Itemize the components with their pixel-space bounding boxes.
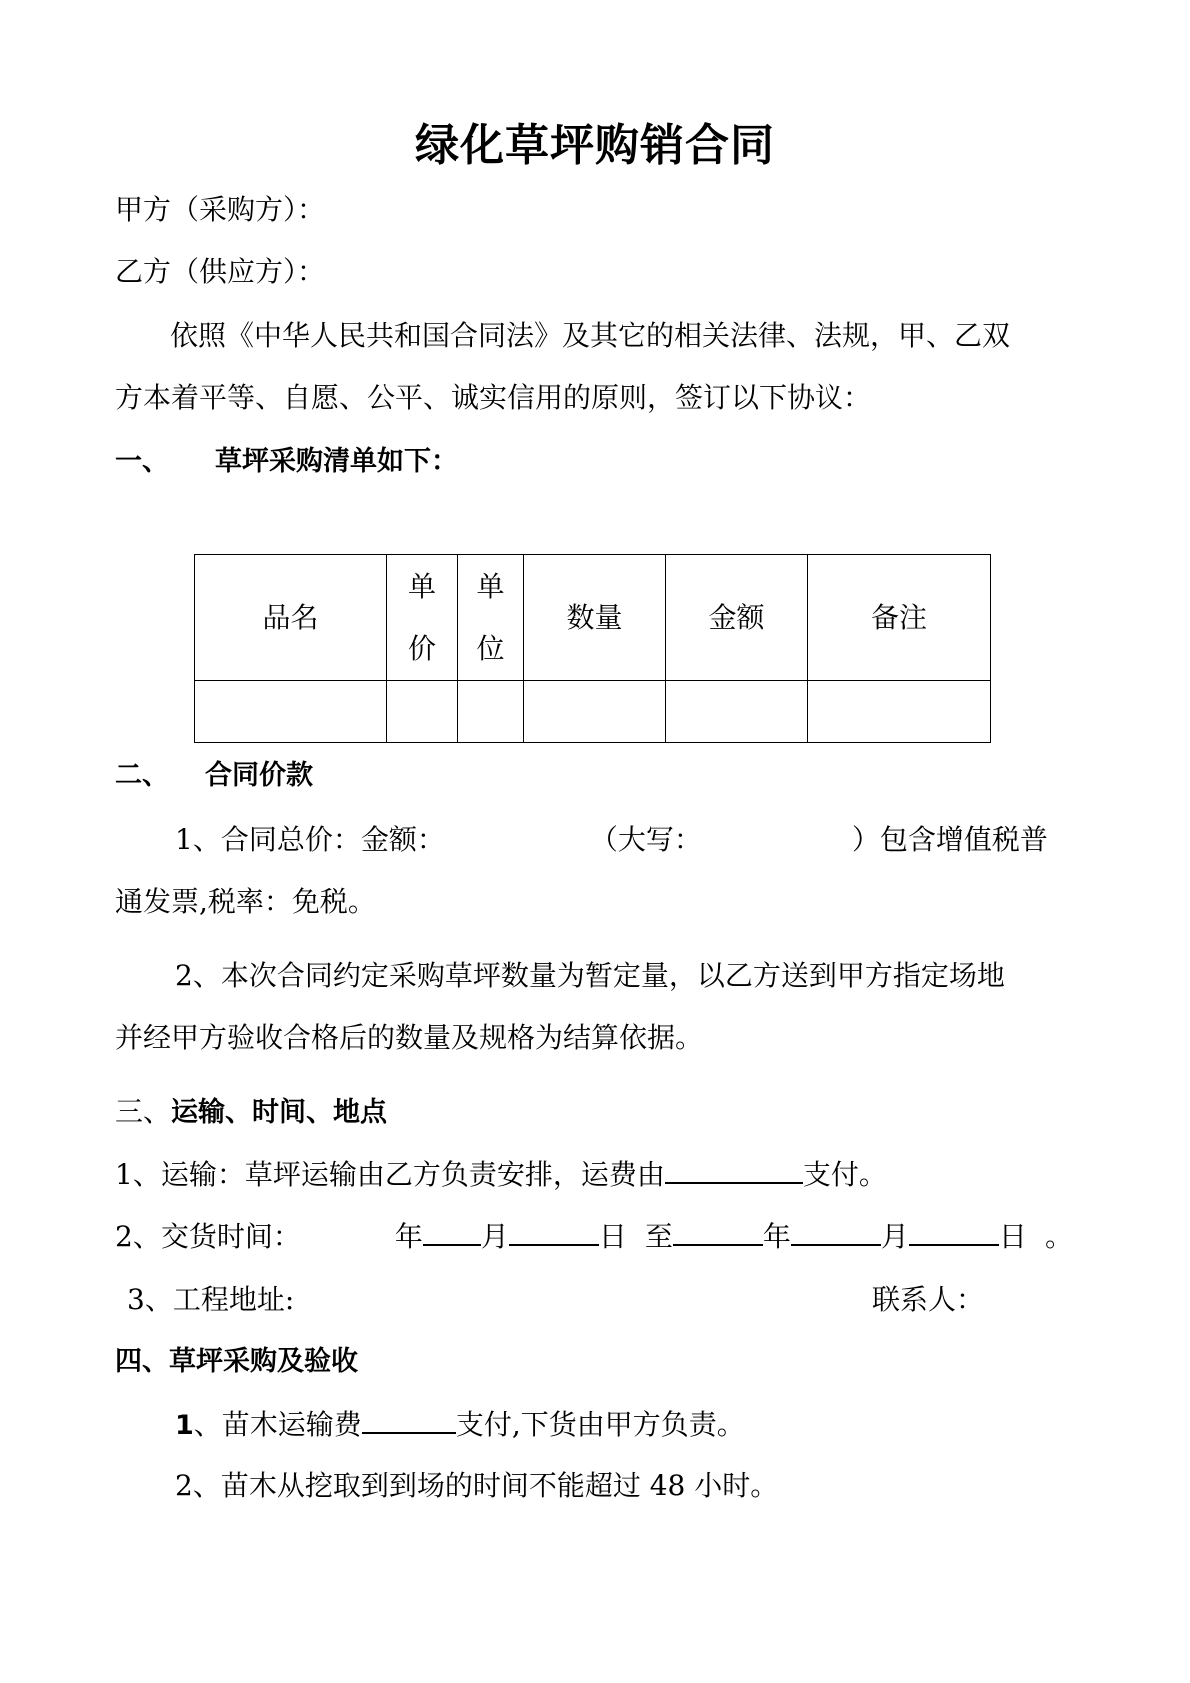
section-1-number: 一、: [115, 446, 169, 477]
intro-line-2: 方本着平等、自愿、公平、诚实信用的原则，签订以下协议：: [115, 381, 872, 414]
delivery-time-label: 2、交货时间：: [115, 1220, 301, 1253]
document-title: 绿化草坪购销合同: [415, 120, 775, 171]
section-3-number: 三、: [115, 1095, 172, 1128]
transport-clause-end: 支付。: [802, 1158, 887, 1191]
section-1-title: 草坪采购清单如下：: [215, 446, 458, 477]
quantity-clause-line-1: 2、本次合同约定采购草坪数量为暂定量，以乙方送到甲方指定场地: [175, 959, 1005, 992]
start-year-label: 年: [394, 1220, 423, 1253]
cell-remarks[interactable]: [808, 681, 991, 743]
seedling-transport-end: 支付,下货由甲方负责。: [455, 1408, 745, 1441]
end-day-label: 日: [998, 1220, 1027, 1253]
header-unit-price-char-1: 单: [407, 569, 436, 603]
table-row: [195, 681, 991, 743]
header-quantity: 数量: [524, 555, 666, 681]
purchase-list-table: [194, 554, 991, 743]
end-month-blank[interactable]: [791, 1216, 881, 1246]
delivery-period-mark: 。: [1044, 1220, 1073, 1253]
header-unit: [458, 555, 524, 681]
header-product-name: 品名: [195, 555, 387, 681]
seedling-transport-clause: [175, 1404, 745, 1446]
to-label: 至: [644, 1220, 673, 1253]
header-amount: 金额: [666, 555, 808, 681]
quantity-clause-line-2: 并经甲方验收合格后的数量及规格为结算依据。: [115, 1021, 704, 1054]
section-1-heading: [115, 442, 458, 482]
start-month-label: 月: [480, 1220, 509, 1253]
cell-unit[interactable]: [458, 681, 524, 743]
seedling-transport-label: 、苗木运输费: [193, 1408, 362, 1441]
uppercase-amount-label: （大写：: [589, 823, 702, 856]
total-price-line-2: 通发票,税率：免税。: [115, 885, 376, 918]
contact-person-label: 联系人：: [872, 1283, 985, 1316]
header-unit-char-2: 位: [476, 631, 505, 665]
cell-unit-price[interactable]: [387, 681, 458, 743]
tax-included-label: ）包含增值税普: [851, 823, 1048, 856]
cell-quantity[interactable]: [524, 681, 666, 743]
seedling-transport-number: 1: [175, 1410, 194, 1441]
start-day-blank[interactable]: [509, 1216, 599, 1246]
header-unit-price: [387, 555, 458, 681]
project-address-label: 3、工程地址:: [127, 1283, 295, 1316]
header-remarks: 备注: [808, 555, 991, 681]
freight-payer-blank[interactable]: [665, 1154, 803, 1184]
delivery-time-clause: [115, 1216, 1073, 1257]
end-day-blank[interactable]: [909, 1216, 999, 1246]
total-price-line-1: [175, 820, 1048, 860]
section-3-title: 运输、时间、地点: [171, 1097, 388, 1128]
seedling-time-limit-clause: 2、苗木从挖取到到场的时间不能超过 48 小时。: [175, 1469, 779, 1502]
intro-line-1: 依照《中华人民共和国合同法》及其它的相关法律、法规，甲、乙双: [170, 319, 1011, 352]
seedling-freight-blank[interactable]: [362, 1404, 456, 1434]
transport-clause-label: 1、运输：草坪运输由乙方负责安排，运费由: [115, 1158, 665, 1191]
end-month-label: 月: [880, 1220, 909, 1253]
end-year-label: 年: [762, 1220, 791, 1253]
total-price-label: 1、合同总价：金额：: [175, 823, 445, 856]
start-month-blank[interactable]: [423, 1216, 481, 1246]
header-unit-price-char-2: 价: [407, 631, 436, 665]
section-2-title: 合同价款: [205, 760, 313, 791]
section-2-heading: [115, 756, 313, 796]
cell-product-name[interactable]: [195, 681, 387, 743]
party-a-label: 甲方（采购方）：: [115, 193, 326, 226]
party-b-label: 乙方（供应方）：: [115, 255, 326, 288]
section-4-heading: 四、草坪采购及验收: [115, 1346, 358, 1377]
transport-clause: [115, 1154, 887, 1195]
end-year-blank[interactable]: [673, 1216, 763, 1246]
header-unit-char-1: 单: [476, 569, 505, 603]
section-2-number: 二、: [115, 760, 169, 791]
start-day-label: 日: [598, 1220, 627, 1253]
section-3-heading: [115, 1092, 387, 1133]
table-header-row: [195, 555, 991, 681]
cell-amount[interactable]: [666, 681, 808, 743]
